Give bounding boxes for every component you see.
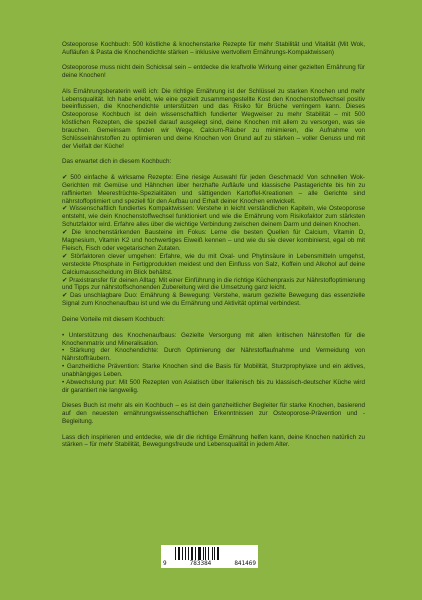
barcode-stripe	[185, 547, 186, 560]
barcode-bars	[175, 547, 251, 560]
benefit-item: • Abwechslung pur: Mit 500 Rezepten von Asiatisch über Italienisch bis zu klassisch-deutscher Küche wird dir garantiert nie langweilig.	[62, 379, 365, 394]
barcode-stripe	[210, 547, 211, 560]
invite-paragraph: Lass dich inspirieren und entdecke, wie dir die richtige Ernährung helfen kann, deine Knochen natürlich zu stärken – für mehr Stabilität, Bewegungsfreude und Lebensqualität in jedem Alter.	[62, 433, 365, 449]
companion-paragraph: Dieses Buch ist mehr als ein Kochbuch – es ist dein ganzheitlicher Begleiter für starke Knochen, basierend auf den neuesten ernährungswissenschaftlichen Erkenntnissen zur Osteoporose-Prävention und -Begleitung.	[62, 402, 365, 426]
barcode-digit-group: 9	[163, 560, 167, 567]
author-paragraph: Als Ernährungsberaterin weiß ich: Die richtige Ernährung ist der Schlüssel zu starken Knochen und mehr Lebensqualität. Ich habe erlebt, wie eine gezielt zusammengestellte Kost den Knochenstoffwechsel positiv beeinflussen, die Knochendichte unterstützen und das Risiko für Brüche verringern kann. Dieses Osteoporose Kochbuch ist dein wissenschaftlich fundierter Wegweiser zu mehr Stabilität – mit 500 köstlichen Rezepten, die speziell darauf ausgelegt sind, deine Knochen mit allem zu versorgen, was sie brauchen. Gemeinsam finden wir Wege, Calcium-Räuber zu minimieren, die Aufnahme von Schlüsselnährstoffen zu optimieren und deine Knochen von Grund auf zu stärken – voller Genuss und mit der Vielfalt der Küche!	[62, 87, 365, 150]
expect-item: ✔ Wissenschaftlich fundiertes Kompaktwissen: Verstehe in leicht verständlichen Kapiteln, wie Osteoporose entsteht, wie dein Knochenstoffwechsel funktioniert und wie die Ernährung vom Risikofaktor zum stärksten Schutzfaktor wird. Erfahre alles über die wichtige Verbindung zwischen deinem Darm und deinen Knochen.	[62, 205, 365, 229]
isbn-barcode	[161, 545, 258, 568]
barcode-stripe	[189, 547, 190, 560]
benefit-item: • Stärkung der Knochendichte: Durch Optimierung der Nährstoffaufnahme und Vermeidung von Nährstoffräubern.	[62, 347, 365, 363]
barcode-stripe	[217, 547, 219, 560]
expect-item: ✔ Das unschlagbare Duo: Ernährung & Bewegung: Verstehe, warum gezielte Bewegung das essenzielle Signal zum Knochenaufbau ist und wie du Ernährung und Aktivität optimal verbindest.	[62, 292, 365, 308]
expect-item: ✔ Störfaktoren clever umgehen: Erfahre, wie du mit Oxal- und Phytinsäure in Lebensmitteln umgehst, versteckte Phosphate in Fertigprodukten meidest und den Einfluss von Salz, Koffein und Alkohol auf deine Calciumausscheidung im Blick behältst.	[62, 252, 365, 276]
expect-item: ✔ 500 einfache & wirksame Rezepte: Eine riesige Auswahl für jeden Geschmack! Von schnellen Wok-Gerichten mit Gemüse und Hähnchen über herzhafte Aufläufe und klassische Pastagerichte bis hin zu raffinierten Meeresfrüchte-Spezialitäten und sättigenden Kartoffel-Kreationen – alle Gerichte sind nährstoffoptimiert und speziell für den Aufbau und Erhalt deiner Knochen entwickelt.	[62, 173, 365, 205]
expect-item: ✔ Die knochenstärkenden Bausteine im Fokus: Lerne die besten Quellen für Calcium, Vitamin D, Magnesium, Vitamin K2 und hochwertiges Eiweiß kennen – und wie du sie clever kombinierst, egal ob mit Fleisch, Fisch oder vegetarischen Zutaten.	[62, 229, 365, 252]
barcode-digits	[163, 560, 256, 567]
barcode-stripe	[205, 547, 206, 560]
barcode-stripe	[175, 547, 176, 560]
back-cover-text	[62, 41, 365, 449]
barcode-stripe	[195, 547, 196, 560]
barcode-stripe	[201, 547, 202, 560]
barcode-digit-group: 841469	[234, 560, 256, 567]
tagline-paragraph: Osteoporose muss nicht dein Schicksal sein – entdecke die kraftvolle Wirkung einer gezielten Ernährung für deine Knochen!	[62, 64, 365, 80]
benefits-heading: Deine Vorteile mit diesem Kochbuch:	[62, 316, 165, 324]
benefit-item: • Unterstützung des Knochenaufbaus: Gezielte Versorgung mit allen kritischen Nährstoffen für die Knochenmatrix und Mineralisation.	[62, 331, 365, 347]
barcode-stripe	[181, 547, 182, 560]
expect-list	[62, 174, 365, 308]
benefits-list	[62, 332, 365, 395]
book-title-paragraph: Osteoporose Kochbuch: 500 köstliche & knochenstarke Rezepte für mehr Stabilität und Vitalität (Mit Wok, Aufläufen & Pasta die Knochendichte stärken – inklusive wertvollem Ernährungs-Kompaktwissen)	[62, 41, 365, 56]
benefit-item: • Ganzheitliche Prävention: Starke Knochen sind die Basis für Mobilität, Sturzprophylaxe und ein aktives, unabhängiges Leben.	[62, 363, 365, 379]
barcode-stripe	[214, 547, 215, 560]
expect-heading: Das erwartet dich in diesem Kochbuch:	[62, 158, 172, 166]
barcode-digit-group: 783384	[189, 560, 212, 567]
expect-item: ✔ Praxistransfer für deinen Alltag: Mit einer Einführung in die richtige Küchenpraxis zur Nährstoffoptimierung und Tipps zur nährstoffschonenden Zubereitung wird die Umsetzung ganz leicht.	[62, 276, 365, 292]
